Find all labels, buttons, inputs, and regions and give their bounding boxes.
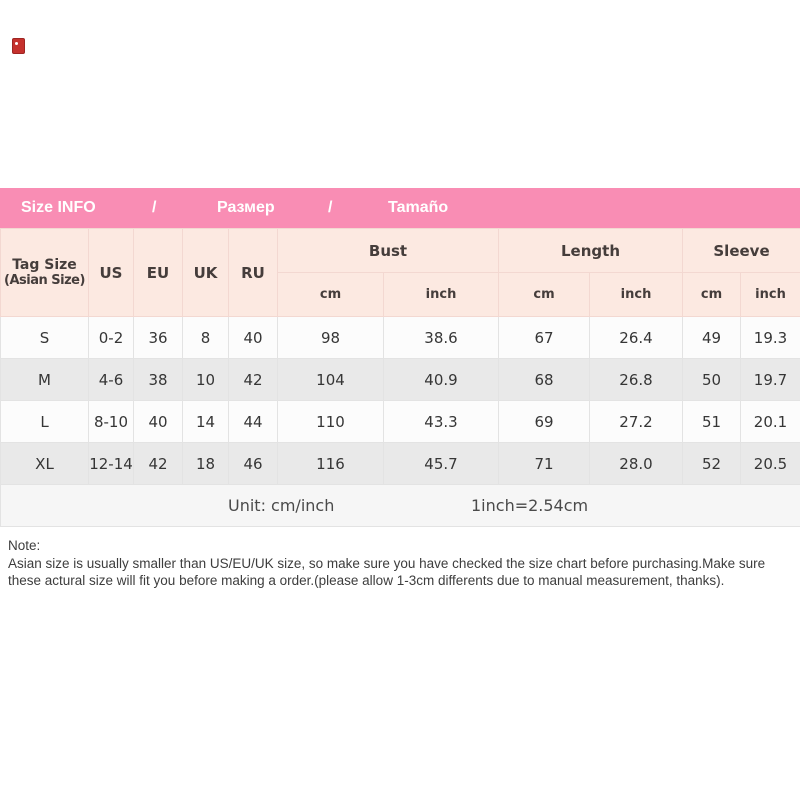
cell-bust-cm: 110	[278, 401, 384, 443]
cell-us: 4-6	[89, 359, 134, 401]
header-sleeve: Sleeve	[683, 229, 800, 273]
cell-us: 8-10	[89, 401, 134, 443]
cell-sleeve-inch: 19.7	[741, 359, 800, 401]
header-tag-size	[1, 229, 89, 317]
cell-eu: 38	[134, 359, 183, 401]
cell-sleeve-inch: 20.5	[741, 443, 800, 485]
cell-bust-cm: 116	[278, 443, 384, 485]
table-row-m	[1, 359, 800, 401]
cell-tag: XL	[1, 443, 89, 485]
cell-length-cm: 71	[499, 443, 590, 485]
cell-length-inch: 26.4	[590, 317, 683, 359]
cell-sleeve-cm: 49	[683, 317, 741, 359]
header-ru: RU	[229, 229, 278, 317]
table-footer-row	[1, 485, 800, 527]
header-eu: EU	[134, 229, 183, 317]
size-chart-table	[0, 228, 800, 527]
header-tag-size-line1: Tag Size	[12, 257, 77, 273]
header-length-cm: cm	[499, 273, 590, 317]
cell-eu: 40	[134, 401, 183, 443]
cell-uk: 10	[183, 359, 229, 401]
note-text: Asian size is usually smaller than US/EU/UK size, so make sure you have checked the size chart before purchasing.Make sure these actural size will fit you before making a order.(please allow 1-3cm differents due to manual measurement, thanks).	[8, 555, 766, 588]
cell-uk: 18	[183, 443, 229, 485]
header-bust-cm: cm	[278, 273, 384, 317]
cell-length-cm: 67	[499, 317, 590, 359]
cell-tag: L	[1, 401, 89, 443]
header-length: Length	[499, 229, 683, 273]
cell-length-inch: 28.0	[590, 443, 683, 485]
cell-bust-inch: 45.7	[384, 443, 499, 485]
cell-sleeve-cm: 52	[683, 443, 741, 485]
cell-sleeve-inch: 19.3	[741, 317, 800, 359]
header-sleeve-inch: inch	[741, 273, 800, 317]
cell-sleeve-inch: 20.1	[741, 401, 800, 443]
cell-eu: 36	[134, 317, 183, 359]
title-tamano: Tamaño	[388, 199, 449, 216]
cell-ru: 46	[229, 443, 278, 485]
unit-label: Unit: cm/inch	[228, 496, 335, 515]
cell-bust-cm: 104	[278, 359, 384, 401]
title-separator: /	[152, 199, 157, 216]
cell-eu: 42	[134, 443, 183, 485]
cell-tag: M	[1, 359, 89, 401]
cell-length-cm: 69	[499, 401, 590, 443]
cell-us: 0-2	[89, 317, 134, 359]
cell-us: 12-14	[89, 443, 134, 485]
size-info-title-bar	[0, 188, 800, 228]
header-us: US	[89, 229, 134, 317]
table-row-xl	[1, 443, 800, 485]
header-bust: Bust	[278, 229, 499, 273]
cell-uk: 14	[183, 401, 229, 443]
header-sleeve-cm: cm	[683, 273, 741, 317]
table-row-s	[1, 317, 800, 359]
cell-bust-inch: 40.9	[384, 359, 499, 401]
cell-sleeve-cm: 50	[683, 359, 741, 401]
cell-ru: 42	[229, 359, 278, 401]
header-uk: UK	[183, 229, 229, 317]
cell-ru: 40	[229, 317, 278, 359]
cell-tag: S	[1, 317, 89, 359]
cell-sleeve-cm: 51	[683, 401, 741, 443]
cell-length-inch: 26.8	[590, 359, 683, 401]
cell-bust-cm: 98	[278, 317, 384, 359]
cell-length-inch: 27.2	[590, 401, 683, 443]
cell-bust-inch: 38.6	[384, 317, 499, 359]
header-length-inch: inch	[590, 273, 683, 317]
title-size-info: Size INFO	[21, 199, 96, 216]
table-row-l	[1, 401, 800, 443]
note-block	[8, 537, 796, 590]
broken-image-icon	[12, 38, 25, 54]
cell-bust-inch: 43.3	[384, 401, 499, 443]
header-bust-inch: inch	[384, 273, 499, 317]
unit-footer-cell	[1, 485, 800, 527]
cell-uk: 8	[183, 317, 229, 359]
cell-length-cm: 68	[499, 359, 590, 401]
cell-ru: 44	[229, 401, 278, 443]
title-separator: /	[328, 199, 333, 216]
header-tag-size-line2: (Asian Size)	[4, 273, 85, 288]
conversion-label: 1inch=2.54cm	[471, 496, 589, 515]
title-razmer: Размер	[217, 199, 275, 216]
note-label: Note:	[8, 538, 41, 553]
